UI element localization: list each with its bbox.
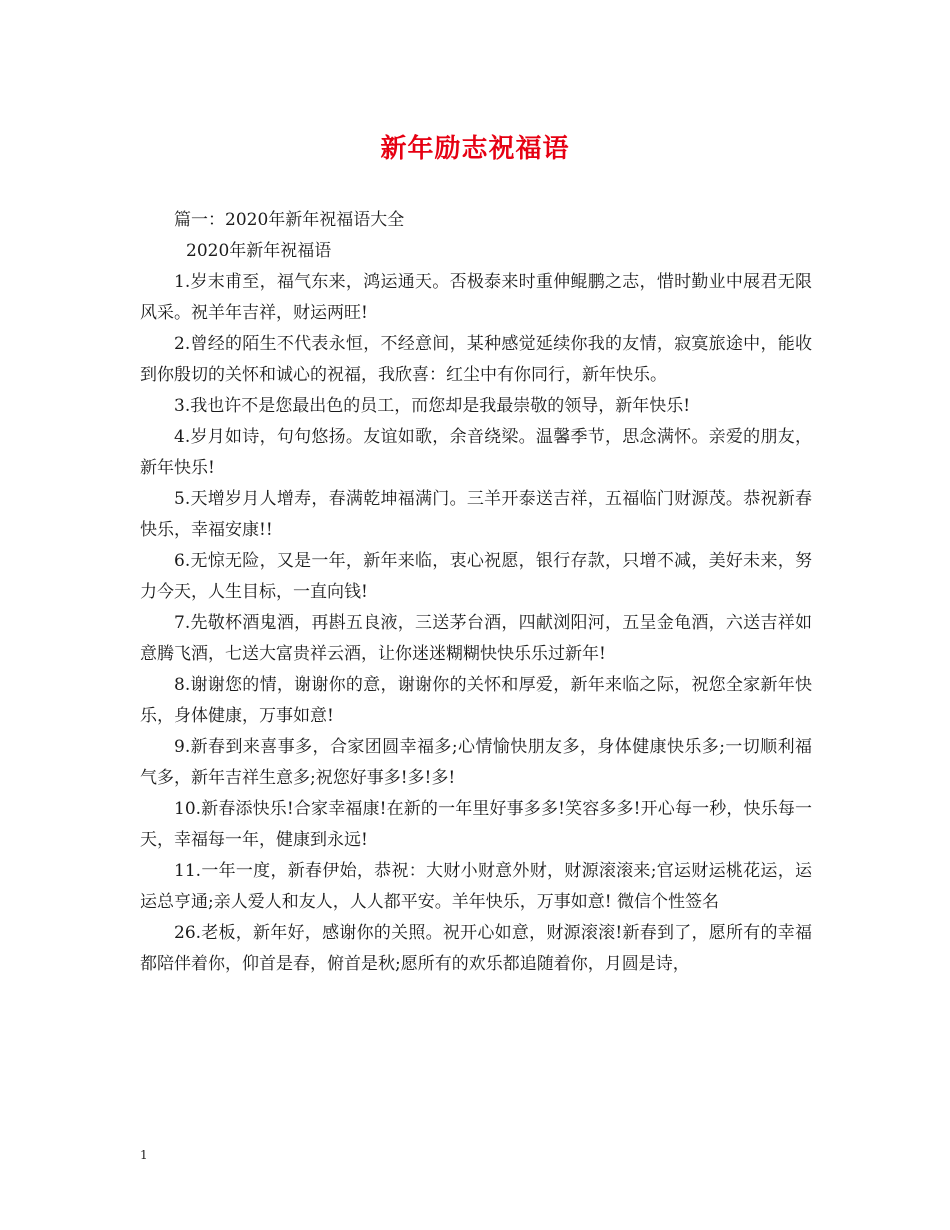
paragraph: 11.一年一度，新春伊始，恭祝：大财小财意外财，财源滚滚来;官运财运桃花运，运运总亨通;亲人爱人和友人，人人都平安。羊年快乐，万事如意! 微信个性签名 <box>140 861 812 912</box>
paragraph: 5.天增岁月人增寿，春满乾坤福满门。三羊开泰送吉祥，五福临门财源茂。恭祝新春快乐，幸福安康!! <box>140 489 812 540</box>
paragraph: 2020年新年祝福语 <box>186 241 332 261</box>
paragraph: 2.曾经的陌生不代表永恒，不经意间，某种感觉延续你我的友情，寂寞旅途中，能收到你殷切的关怀和诚心的祝福，我欣喜：红尘中有你同行，新年快乐。 <box>140 334 812 385</box>
paragraph: 篇一：2020年新年祝福语大全 <box>174 210 405 230</box>
paragraph: 6.无惊无险，又是一年，新年来临，衷心祝愿，银行存款，只增不减，美好未来，努力今天，人生目标，一直向钱! <box>140 551 812 602</box>
paragraph: 7.先敬杯酒鬼酒，再斟五良液，三送茅台酒，四献浏阳河，五呈金龟酒，六送吉祥如意腾飞酒，七送大富贵祥云酒，让你迷迷糊糊快快乐乐过新年! <box>140 613 812 664</box>
paragraph: 26.老板，新年好，感谢你的关照。祝开心如意，财源滚滚!新春到了，愿所有的幸福都陪伴着你，仰首是春，俯首是秋;愿所有的欢乐都追随着你，月圆是诗， <box>140 923 812 974</box>
paragraph: 4.岁月如诗，句句悠扬。友谊如歌，余音绕梁。温馨季节，思念满怀。亲爱的朋友，新年快乐! <box>140 427 812 478</box>
document-title: 新年励志祝福语 <box>380 134 570 164</box>
paragraph: 9.新春到来喜事多，合家团圆幸福多;心情愉快朋友多，身体健康快乐多;一切顺利福气多，新年吉祥生意多;祝您好事多!多!多! <box>140 737 812 788</box>
page-number: 1 <box>140 1148 148 1162</box>
paragraph: 3.我也许不是您最出色的员工，而您却是我最崇敬的领导，新年快乐! <box>174 396 691 416</box>
paragraph: 8.谢谢您的情，谢谢你的意，谢谢你的关怀和厚爱，新年来临之际，祝您全家新年快乐，身体健康，万事如意! <box>140 675 812 726</box>
document-body <box>140 205 812 980</box>
paragraph: 1.岁末甫至，福气东来，鸿运通天。否极泰来时重伸鲲鹏之志，惜时勤业中展君无限风采。祝羊年吉祥，财运两旺! <box>140 272 812 323</box>
paragraph: 10.新春添快乐!合家幸福康!在新的一年里好事多多!笑容多多!开心每一秒，快乐每一天，幸福每一年，健康到永远! <box>140 799 812 850</box>
